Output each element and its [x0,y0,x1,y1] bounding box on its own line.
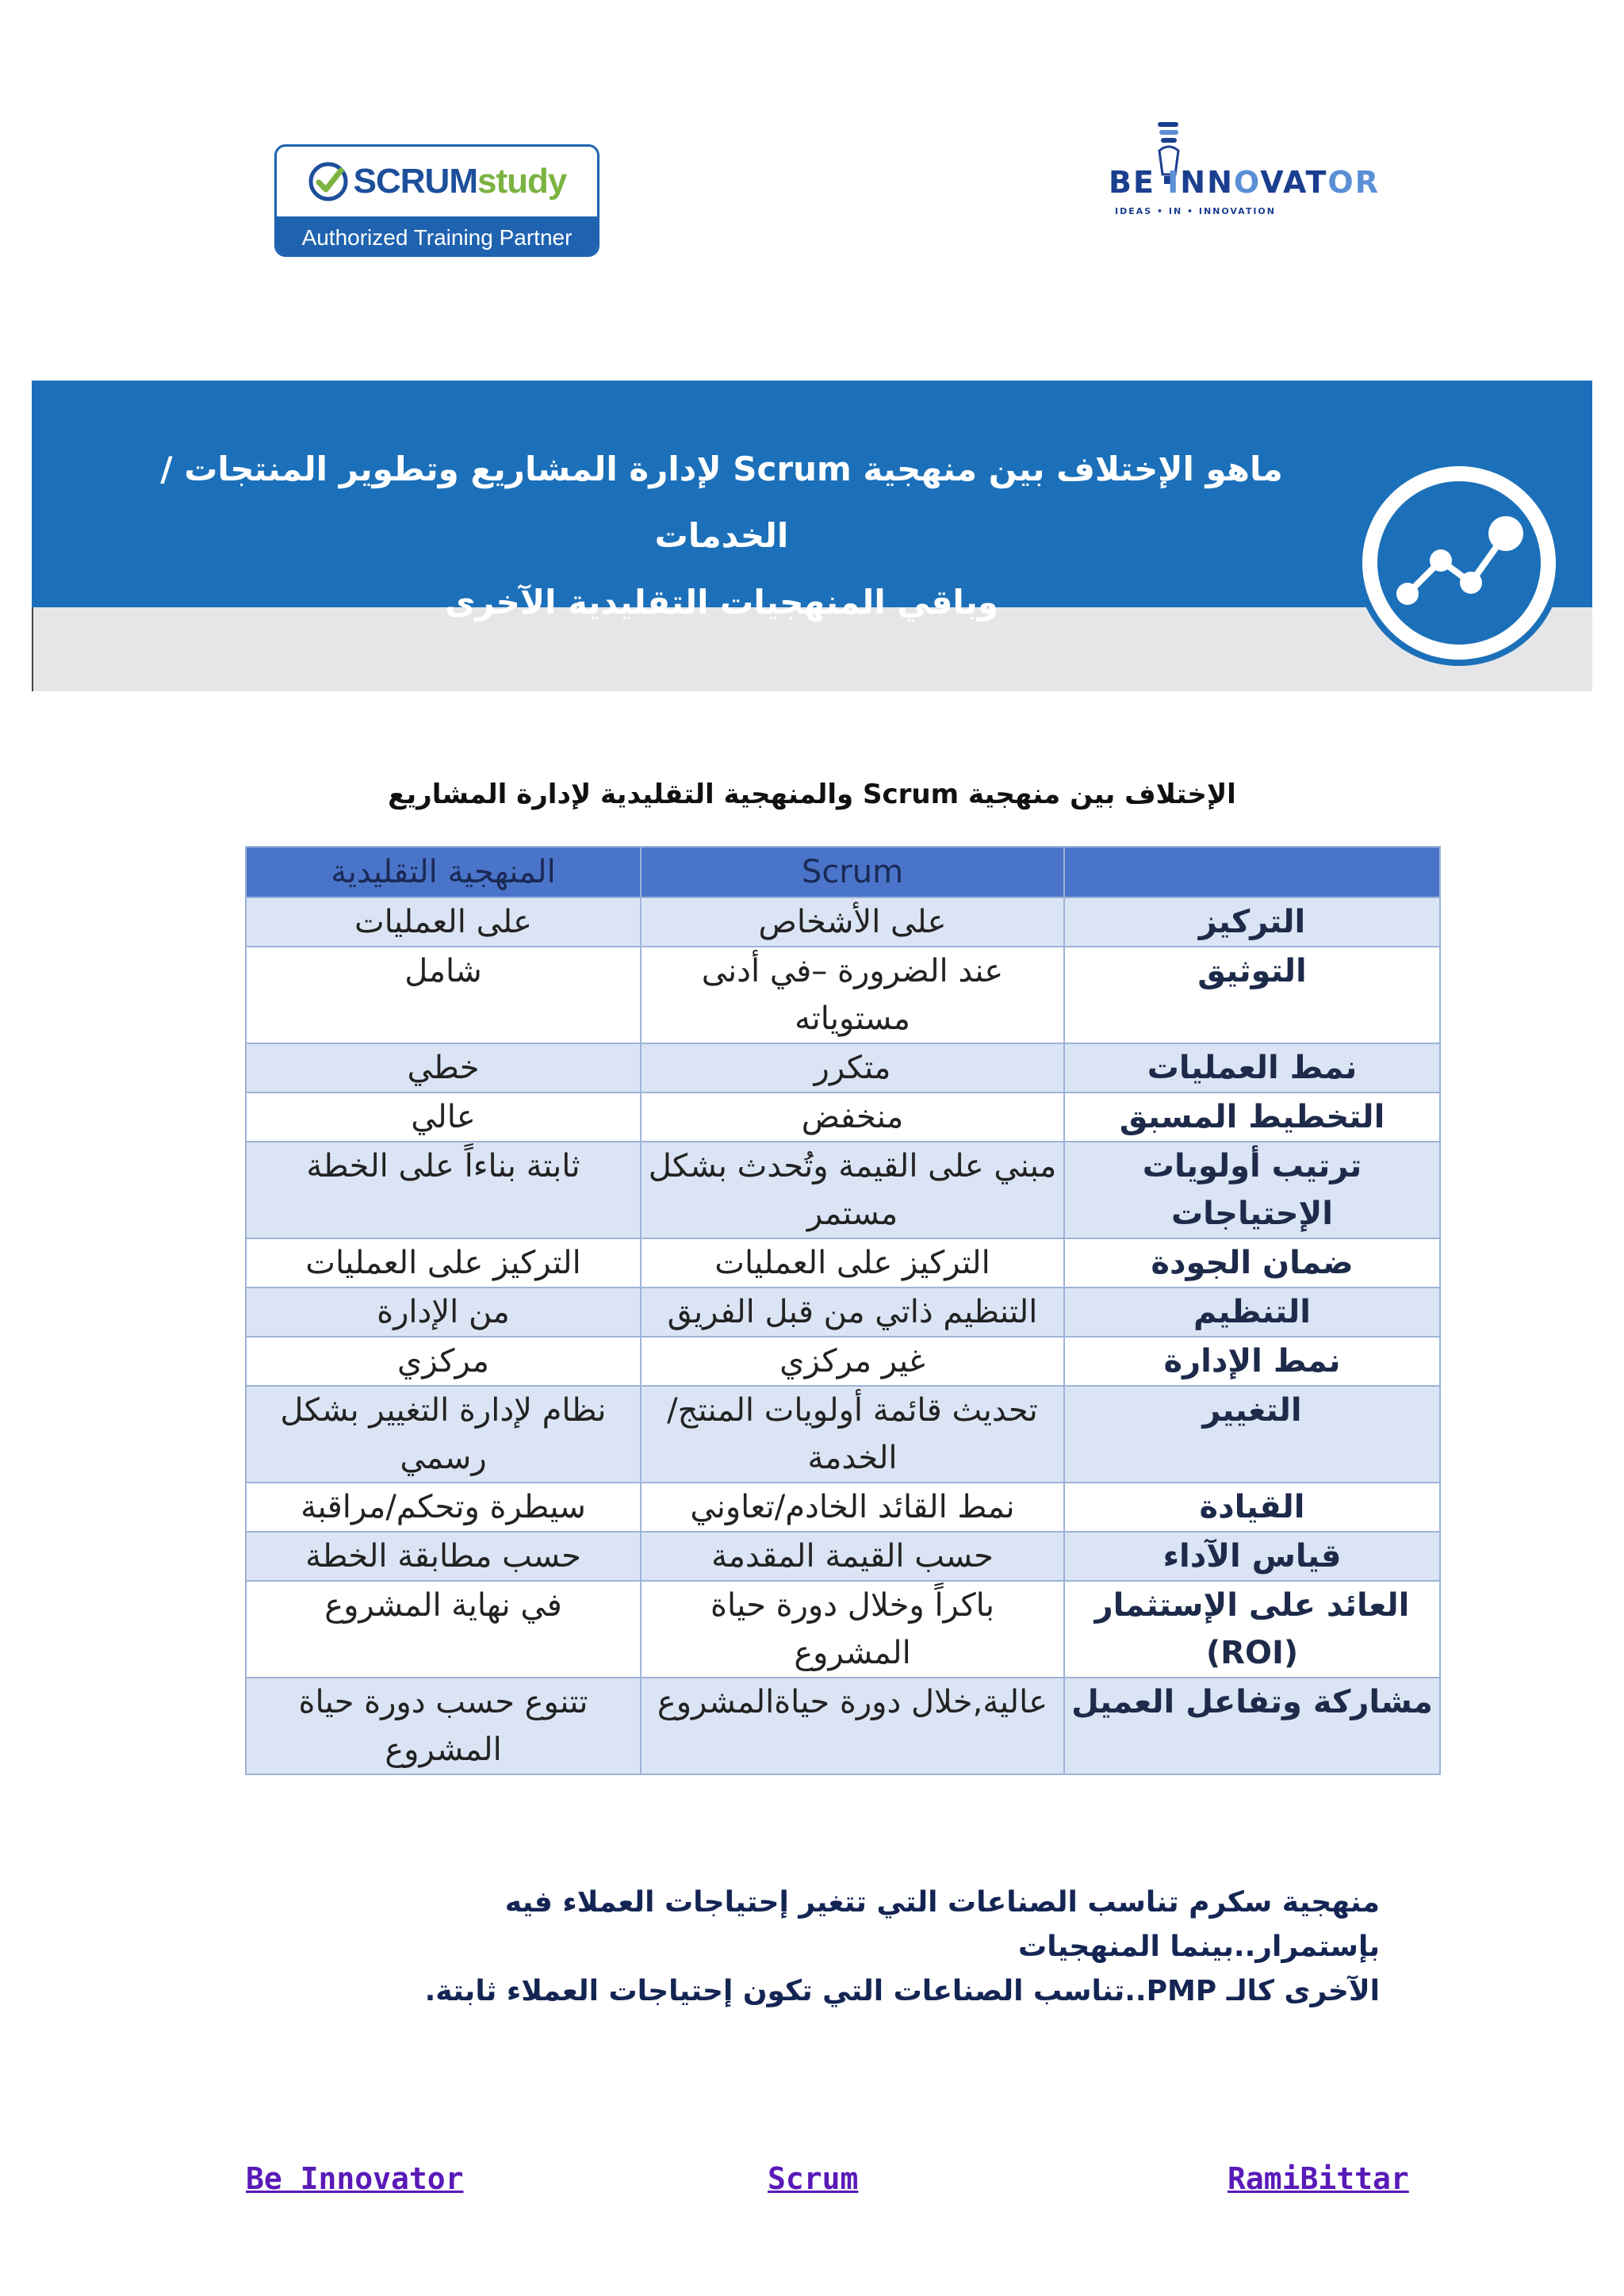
table-row [246,1483,1440,1532]
table-row [246,1581,1440,1678]
scrumstudy-tagline: Authorized Training Partner [277,216,597,257]
row-criterion: التخطيط المسبق [1064,1093,1440,1142]
title-banner [32,381,1592,691]
row-scrum: نمط القائد الخادم/تعاوني [641,1483,1064,1532]
scrumstudy-logo [274,144,599,257]
link-rami-bittar[interactable]: RamiBittar [1228,2161,1409,2196]
link-be-innovator[interactable]: Be Innovator [246,2161,464,2196]
header-criterion [1064,847,1440,897]
row-criterion: نمط الإدارة [1064,1337,1440,1386]
row-traditional: عالي [246,1093,641,1142]
banner-title [111,436,1332,636]
table-row [246,1288,1440,1337]
row-criterion: قياس الآداء [1064,1532,1440,1581]
row-scrum: على الأشخاص [641,897,1064,947]
row-criterion: مشاركة وتفاعل العميل [1064,1678,1440,1774]
chart-network-icon [1356,460,1562,666]
row-scrum: منخفض [641,1093,1064,1142]
chart-network-icon-ring [1362,466,1556,660]
table-row [246,1238,1440,1288]
row-scrum: التنظيم ذاتي من قبل الفريق [641,1288,1064,1337]
row-traditional: تتنوع حسب دورة حياة المشروع [246,1678,641,1774]
row-traditional: سيطرة وتحكم/مراقبة [246,1483,641,1532]
be-innovator-tagline: IDEAS • IN • INNOVATION [1115,206,1276,216]
chart-network-icon-graphic [1377,481,1541,645]
wordmark-part: OR [1327,165,1380,200]
wordmark-part: VAT [1260,165,1328,200]
conclusion-paragraph [301,1881,1380,2014]
row-criterion: ضمان الجودة [1064,1238,1440,1288]
row-criterion: التغيير [1064,1386,1440,1483]
row-traditional: حسب مطابقة الخطة [246,1532,641,1581]
conclusion-line2: الآخرى كالـ PMP..تناسب الصناعات التي تكون إحتياجات العملاء ثابتة. [424,1975,1380,2007]
chart-network-icon-inner [1377,481,1541,645]
header-scrum: Scrum [641,847,1064,897]
scrumstudy-wordmark-a: SCRUM [353,162,477,201]
table-row [246,947,1440,1043]
wordmark-part: I [1167,165,1181,200]
table-row [246,897,1440,947]
row-scrum: التركيز على العمليات [641,1238,1064,1288]
row-criterion: القيادة [1064,1483,1440,1532]
row-criterion: التركيز [1064,897,1440,947]
table-row [246,1142,1440,1238]
table-row [246,1043,1440,1093]
row-scrum: غير مركزي [641,1337,1064,1386]
table-header-row [246,847,1440,897]
scrumstudy-wordmark-b: study [477,162,567,201]
be-innovator-logo [1104,119,1389,230]
scrumstudy-logo-top [277,147,597,216]
row-traditional: ثابتة بناءاً على الخطة [246,1142,641,1238]
row-traditional: من الإدارة [246,1288,641,1337]
link-scrum[interactable]: Scrum [768,2161,859,2196]
wordmark-part: NN [1180,165,1234,200]
table-caption: الإختلاف بين منهجية Scrum والمنهجية التقليدية لإدارة المشاريع [388,779,1236,810]
row-traditional: نظام لإدارة التغيير بشكل رسمي [246,1386,641,1483]
row-criterion: نمط العمليات [1064,1043,1440,1093]
row-traditional: التركيز على العمليات [246,1238,641,1288]
table-row [246,1678,1440,1774]
row-scrum: حسب القيمة المقدمة [641,1532,1064,1581]
row-scrum: باكراً وخلال دورة حياة المشروع [641,1581,1064,1678]
table-row [246,1386,1440,1483]
be-innovator-wordmark [1109,165,1380,200]
table-row [246,1532,1440,1581]
checkmark-icon [308,161,349,202]
conclusion-line1: منهجية سكرم تناسب الصناعات التي تتغير إحتياجات العملاء فيه بإستمرار..بينما المنهجيات [504,1886,1380,1963]
row-scrum: تحديث قائمة أولويات المنتج/الخدمة [641,1386,1064,1483]
row-criterion: التوثيق [1064,947,1440,1043]
row-criterion: العائد على الإستثمار (ROI) [1064,1581,1440,1678]
row-criterion: ترتيب أولويات الإحتياجات [1064,1142,1440,1238]
header-traditional: المنهجية التقليدية [246,847,641,897]
row-traditional: خطي [246,1043,641,1093]
row-traditional: على العمليات [246,897,641,947]
wordmark-part: BE [1109,165,1168,200]
comparison-table [245,846,1441,1775]
row-traditional: في نهاية المشروع [246,1581,641,1678]
row-scrum: عند الضرورة –في أدنى مستوياته [641,947,1064,1043]
wordmark-part: O [1233,165,1261,200]
banner-title-line1: ماهو الإختلاف بين منهجية Scrum لإدارة المشاريع وتطوير المنتجات /الخدمات [160,450,1283,555]
row-scrum: مبني على القيمة وتُحدث بشكل مستمر [641,1142,1064,1238]
row-traditional: مركزي [246,1337,641,1386]
row-scrum: عالية,خلال دورة حياةالمشروع [641,1678,1064,1774]
banner-divider [32,607,33,691]
banner-title-line2: وباقي المنهجيات التقليدية الآخرى [445,583,998,622]
row-criterion: التنظيم [1064,1288,1440,1337]
row-scrum: متكرر [641,1043,1064,1093]
footer-links [0,2161,1624,2209]
table-row [246,1337,1440,1386]
table-row [246,1093,1440,1142]
row-traditional: شامل [246,947,641,1043]
scrumstudy-wordmark [354,162,567,201]
